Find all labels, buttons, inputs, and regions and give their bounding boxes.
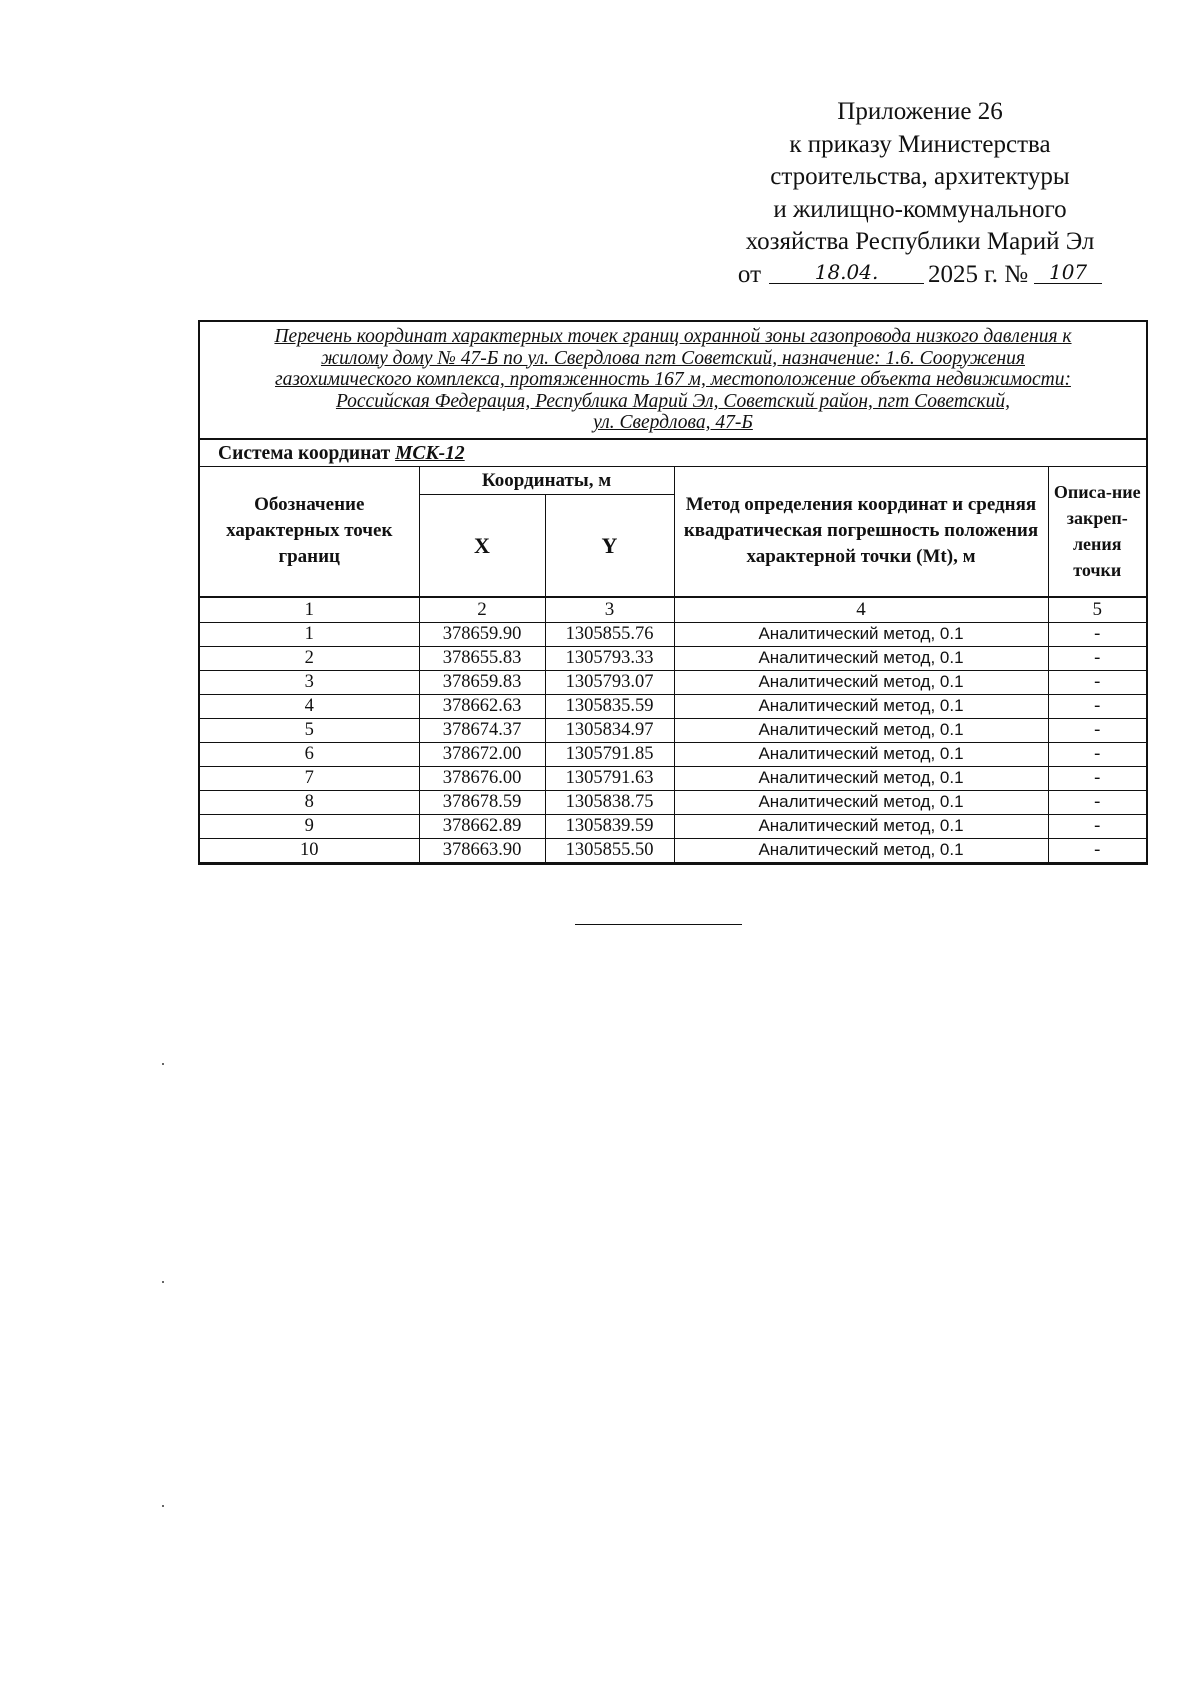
method-cell: Аналитический метод, 0.1 [674, 742, 1048, 766]
description-cell: - [1048, 622, 1146, 646]
header-method: Метод определения координат и средняя квадратическая погрешность положения характерной точки (Mt), м [674, 467, 1048, 597]
coord-y: 1305791.85 [545, 742, 674, 766]
handwritten-date: 18.04. [769, 261, 924, 284]
table-row [200, 622, 1146, 646]
coord-y: 1305838.75 [545, 790, 674, 814]
coord-y: 1305791.63 [545, 766, 674, 790]
coordinates-table-frame [198, 320, 1148, 865]
coord-x: 378672.00 [419, 742, 545, 766]
coord-y: 1305855.76 [545, 622, 674, 646]
point-number: 10 [200, 838, 419, 862]
description-cell: - [1048, 694, 1146, 718]
coord-y: 1305793.07 [545, 670, 674, 694]
column-number: 2 [419, 597, 545, 623]
table-row [200, 670, 1146, 694]
method-cell: Аналитический метод, 0.1 [674, 766, 1048, 790]
point-number: 4 [200, 694, 419, 718]
header-y: Y [545, 495, 674, 597]
description-cell: - [1048, 838, 1146, 862]
system-value: МСК-12 [395, 442, 465, 464]
title-line: ул. Свердлова, 47-Б [593, 412, 753, 434]
description-cell: - [1048, 814, 1146, 838]
coord-y: 1305834.97 [545, 718, 674, 742]
coord-y: 1305835.59 [545, 694, 674, 718]
column-number-row [200, 597, 1146, 623]
scan-speck [162, 1505, 164, 1507]
coord-x: 378674.37 [419, 718, 545, 742]
point-number: 5 [200, 718, 419, 742]
table-row [200, 694, 1146, 718]
title-line: газохимического комплекса, протяженность 167 м, местоположение объекта недвижимости: [275, 369, 1071, 391]
method-cell: Аналитический метод, 0.1 [674, 838, 1048, 862]
coord-x: 378676.00 [419, 766, 545, 790]
column-number: 3 [545, 597, 674, 623]
closing-rule [575, 924, 742, 925]
description-cell: - [1048, 646, 1146, 670]
coord-x: 378655.83 [419, 646, 545, 670]
handwritten-number: 107 [1034, 261, 1102, 284]
scan-speck [162, 1281, 164, 1283]
method-cell: Аналитический метод, 0.1 [674, 790, 1048, 814]
description-cell: - [1048, 742, 1146, 766]
header-line: и жилищно-коммунального [773, 195, 1067, 223]
method-cell: Аналитический метод, 0.1 [674, 670, 1048, 694]
coordinates-table [200, 467, 1146, 863]
method-cell: Аналитический метод, 0.1 [674, 646, 1048, 670]
header-x: X [419, 495, 545, 597]
point-number: 7 [200, 766, 419, 790]
header-description: Описа-ние закреп-ления точки [1048, 467, 1146, 597]
header-points: Обозначение характерных точек границ [200, 467, 419, 597]
point-number: 6 [200, 742, 419, 766]
appendix-header [700, 96, 1140, 291]
description-cell: - [1048, 718, 1146, 742]
table-row [200, 646, 1146, 670]
scan-speck [162, 1063, 164, 1065]
title-line: Перечень координат характерных точек границ охранной зоны газопровода низкого давления к [274, 326, 1072, 347]
point-number: 9 [200, 814, 419, 838]
title-line: Российская Федерация, Республика Марий Эл, Советский район, пгт Советский, [335, 390, 1011, 412]
header-line: строительства, архитектуры [770, 163, 1070, 190]
column-number: 5 [1048, 597, 1146, 623]
method-cell: Аналитический метод, 0.1 [674, 694, 1048, 718]
sign-year: 2025 г. № [928, 260, 1029, 288]
table-row [200, 790, 1146, 814]
coord-y: 1305793.33 [545, 646, 674, 670]
coord-x: 378662.63 [419, 694, 545, 718]
description-cell: - [1048, 670, 1146, 694]
table-row [200, 838, 1146, 862]
point-number: 2 [200, 646, 419, 670]
point-number: 8 [200, 790, 419, 814]
description-cell: - [1048, 766, 1146, 790]
sign-prefix: от [737, 260, 762, 288]
coord-y: 1305839.59 [545, 814, 674, 838]
coord-x: 378662.89 [419, 814, 545, 838]
table-row [200, 718, 1146, 742]
table-title [200, 322, 1146, 440]
point-number: 3 [200, 670, 419, 694]
system-label: Система координат [218, 442, 391, 464]
title-line: жилому дому № 47-Б по ул. Свердлова пгт Советский, назначение: 1.6. Сооружения [320, 347, 1025, 369]
header-line: хозяйства Республики Марий Эл [745, 228, 1095, 255]
coordinate-system-row [200, 440, 1146, 467]
coord-x: 378659.90 [419, 622, 545, 646]
column-number: 4 [674, 597, 1048, 623]
header-coordinates: Координаты, м [419, 467, 674, 495]
table-row [200, 742, 1146, 766]
signature-line [700, 259, 1140, 292]
method-cell: Аналитический метод, 0.1 [674, 814, 1048, 838]
coord-x: 378659.83 [419, 670, 545, 694]
table-row [200, 766, 1146, 790]
description-cell: - [1048, 790, 1146, 814]
table-row [200, 814, 1146, 838]
point-number: 1 [200, 622, 419, 646]
coord-x: 378663.90 [419, 838, 545, 862]
method-cell: Аналитический метод, 0.1 [674, 718, 1048, 742]
header-line: к приказу Министерства [789, 130, 1051, 158]
column-number: 1 [200, 597, 419, 623]
coord-y: 1305855.50 [545, 838, 674, 862]
method-cell: Аналитический метод, 0.1 [674, 622, 1048, 646]
coord-x: 378678.59 [419, 790, 545, 814]
header-line: Приложение 26 [837, 98, 1003, 125]
